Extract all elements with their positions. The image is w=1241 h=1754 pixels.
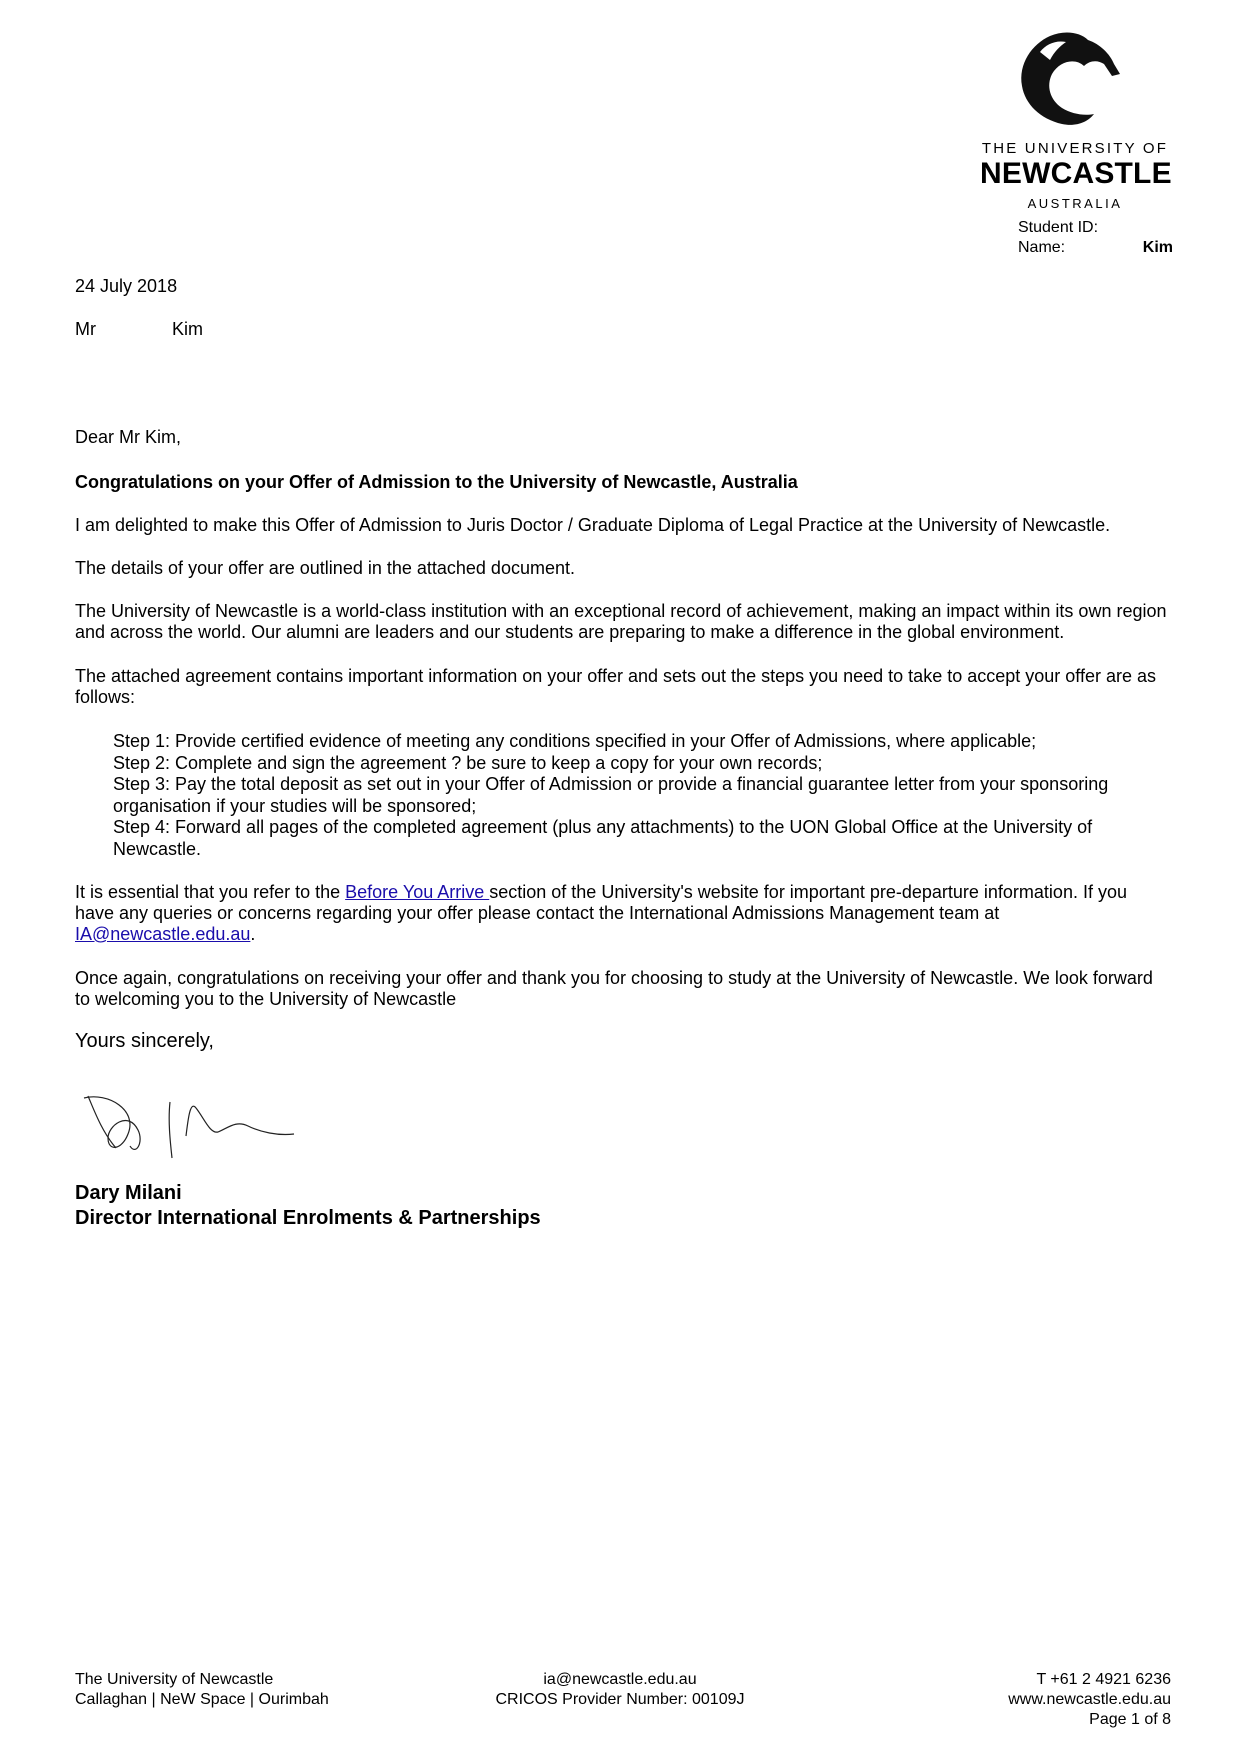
footer-campuses: Callaghan | NeW Space | Ourimbah (75, 1691, 329, 1708)
footer-email: ia@newcastle.edu.au (543, 1671, 697, 1688)
student-id-label: Student ID: (1018, 219, 1099, 236)
student-id-block (1018, 218, 1173, 258)
footer-left (75, 1670, 329, 1710)
student-id-row (1018, 218, 1173, 238)
step-item: Step 3: Pay the total deposit as set out in your Offer of Admission or provide a financial guarantee letter from your sponsoring organisation if your studies will be sponsored; (113, 774, 1109, 816)
footer-right (1008, 1670, 1171, 1730)
text-segment: It is essential that you refer to the (75, 882, 346, 902)
text-segment: . (250, 924, 256, 944)
paragraph-university: The University of Newcastle is a world-class institution with an exceptional record of achievement, making an impact within its own region and across the world. Our alumni are leaders and our students are preparing to make a difference in the global environment. (75, 601, 1167, 642)
page-number: Page 1 of 8 (1089, 1711, 1171, 1728)
student-name-row (1018, 238, 1173, 258)
before-you-arrive-link[interactable]: Before You Arrive (345, 882, 490, 902)
paragraph-details: The details of your offer are outlined in the attached document. (75, 558, 575, 578)
footer-center (470, 1670, 770, 1710)
footer-university: The University of Newcastle (75, 1671, 274, 1688)
signer-title: Director International Enrolments & Partnerships (75, 1207, 541, 1229)
closing-line: Yours sincerely, (75, 1030, 214, 1052)
student-name-value: Kim (1142, 239, 1173, 256)
logo-line-2: NEWCASTLE (980, 157, 1172, 190)
steps-list (113, 731, 1173, 860)
paragraph-before-you-arrive (75, 882, 1170, 945)
seahorse-emblem-icon (980, 24, 1170, 134)
ia-email-link[interactable]: IA@newcastle.edu.au (75, 924, 251, 944)
step-item: Step 1: Provide certified evidence of meeting any conditions specified in your Offer of Admissions, where applicable; (113, 731, 1037, 751)
logo-line-1: THE UNIVERSITY OF (981, 140, 1169, 157)
step-item: Step 2: Complete and sign the agreement ? be sure to keep a copy for your own records; (113, 752, 823, 773)
recipient-name: Kim (172, 319, 203, 339)
student-name-label: Name: (1018, 239, 1066, 256)
signer-name: Dary Milani (75, 1182, 182, 1204)
logo-line-3: AUSTRALIA (1027, 196, 1123, 211)
footer-website: www.newcastle.edu.au (1008, 1691, 1171, 1708)
university-logo (980, 24, 1170, 210)
paragraph-closing: Once again, congratulations on receiving your offer and thank you for choosing to study at the University of Newcastle. We look forward to welcoming you to the University of Newcastle (75, 968, 1153, 1009)
text-segment: section of the University's website for important pre-departure information. If you have any queries or concerns regarding your offer please contact the International Admissions Management team at (75, 882, 1127, 923)
letter-heading: Congratulations on your Offer of Admission to the University of Newcastle, Australia (75, 472, 798, 492)
footer-phone: T +61 2 4921 6236 (1036, 1671, 1171, 1688)
recipient-title: Mr (75, 319, 96, 339)
signature-image (78, 1090, 298, 1170)
paragraph-agreement: The attached agreement contains important information on your offer and sets out the steps you need to take to accept your offer are as follows: (75, 666, 1156, 707)
step-item: Step 4: Forward all pages of the completed agreement (plus any attachments) to the UON Global Office at the University of Newcastle. (113, 817, 1093, 859)
salutation: Dear Mr Kim, (75, 427, 182, 447)
letter-date: 24 July 2018 (75, 276, 178, 296)
footer-cricos: CRICOS Provider Number: 00109J (495, 1691, 745, 1708)
paragraph-offer: I am delighted to make this Offer of Admission to Juris Doctor / Graduate Diploma of Legal Practice at the University of Newcastle. (75, 515, 1111, 535)
